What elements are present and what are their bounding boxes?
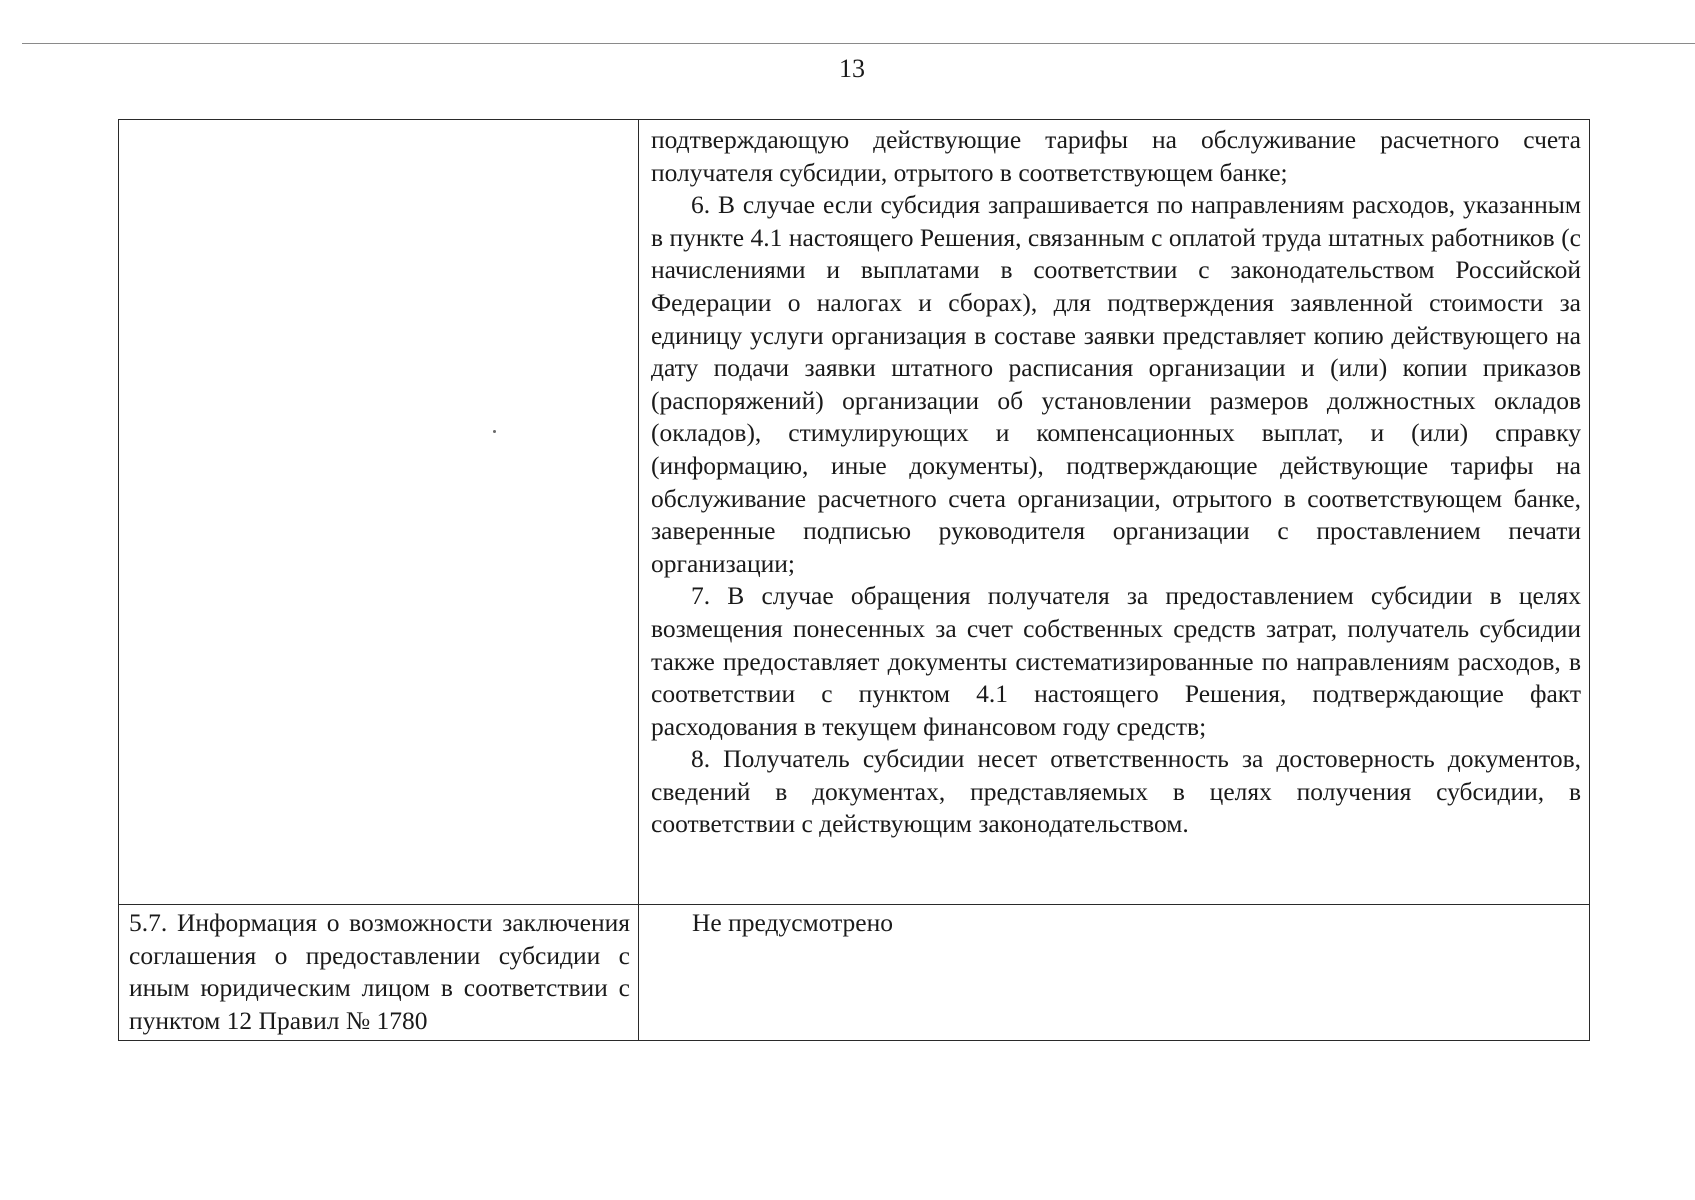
row-5-7-value: Не предусмотрено bbox=[639, 905, 1590, 1041]
scan-speck bbox=[493, 430, 496, 433]
header-rule bbox=[22, 43, 1695, 44]
paragraph-continuation: подтверждающую действующие тарифы на обслуживание расчетного счета получателя субсидии, отрытого в соответствующем банке; bbox=[651, 125, 1581, 187]
page-number: 13 bbox=[839, 54, 865, 83]
document-table bbox=[118, 119, 1590, 1041]
paragraph-item-8: 8. Получатель субсидии несет ответственность за достоверность документов, сведений в документах, представляемых в целях получения субсидии, в соответствии с действующим законодательством. bbox=[651, 744, 1581, 839]
paragraph-item-6: 6. В случае если субсидия запрашивается по направлениям расходов, указанным в пункте 4.1 настоящего Решения, связанным с оплатой труда штатных работников (с начислениями и выплатами в соответствии с законодательством Российской Федерации о налогах и сборах), для подтверждения заявленной стоимости за единицу услуги организация в составе заявки представляет копию действующего на дату подачи заявки штатного расписания организации и (или) копии приказов (распоряжений) организации об установлении размеров должностных окладов (окладов), стимулирующих и компенсационных выплат, и (или) справку (информацию, иные документы), подтверждающие действующие тарифы на обслуживание расчетного счета организации, отрытого в соответствующем банке, заверенные подписью руководителя организации с проставлением печати организации; bbox=[651, 190, 1581, 578]
paragraph-item-7: 7. В случае обращения получателя за предоставлением субсидии в целях возмещения понесенных за счет собственных средств затрат, получатель субсидии также предоставляет документы систематизированные по направлениям расходов, в соответствии с пунктом 4.1 настоящего Решения, подтверждающие факт расходования в текущем финансовом году средств; bbox=[651, 581, 1581, 741]
table-row-5-7 bbox=[119, 905, 1590, 1041]
left-cell-empty bbox=[119, 120, 639, 905]
right-cell-requirements bbox=[639, 120, 1590, 905]
table-row-continuation bbox=[119, 120, 1590, 905]
row-5-7-label: 5.7. Информация о возможности заключения соглашения о предоставлении субсидии с иным юридическим лицом в соответствии с пунктом 12 Правил № 1780 bbox=[119, 905, 639, 1041]
